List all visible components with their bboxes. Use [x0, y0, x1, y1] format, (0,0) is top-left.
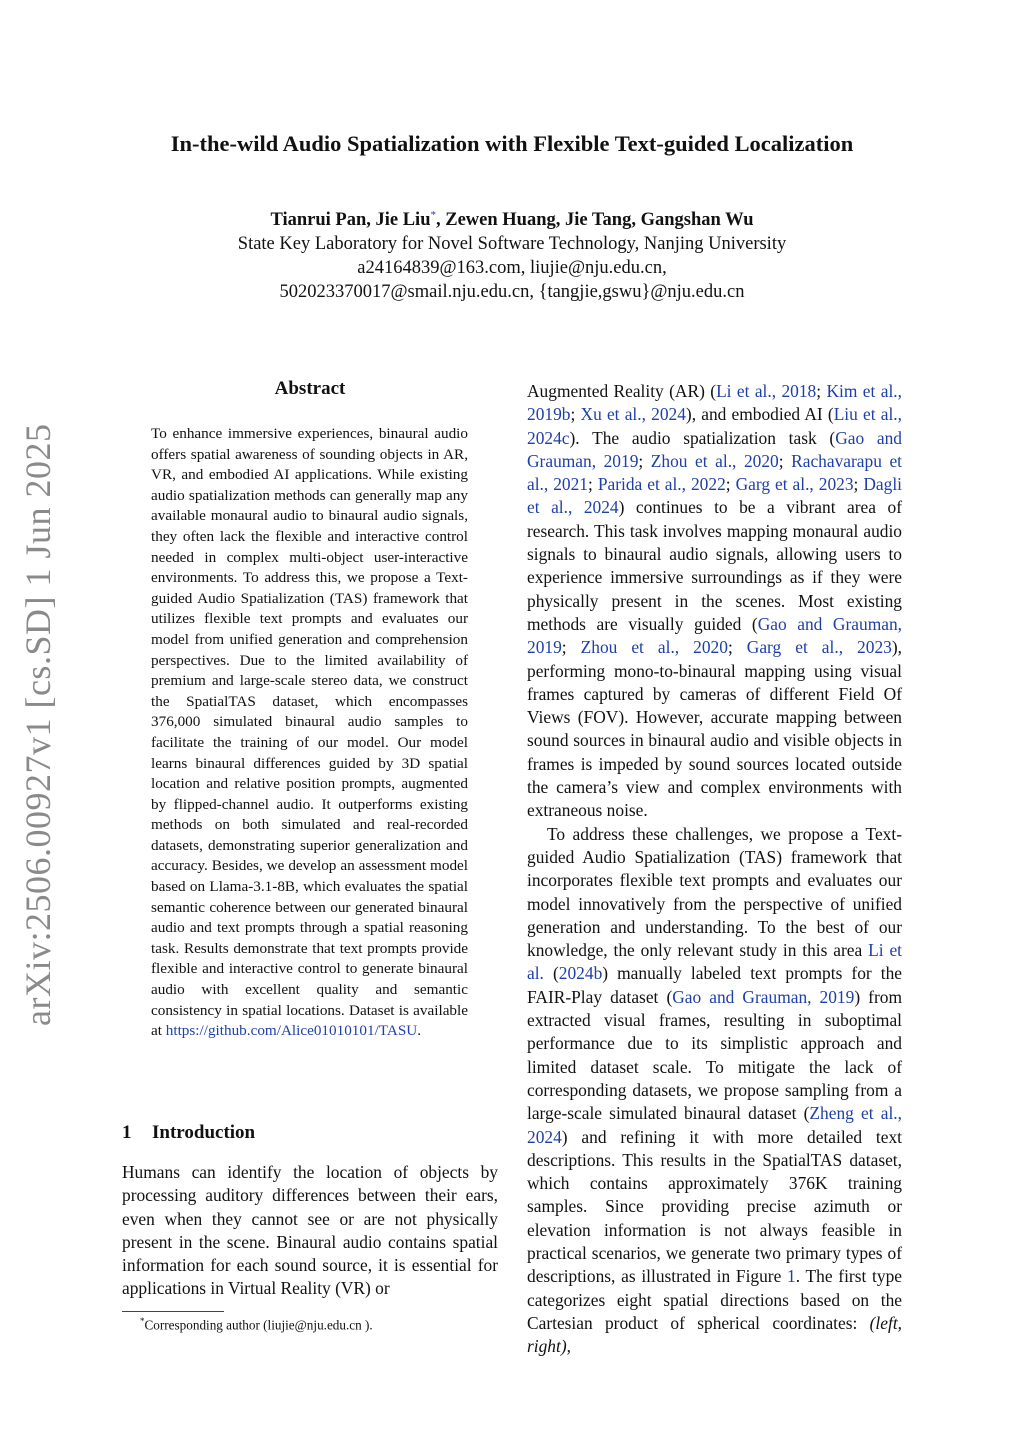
author-names-part-1: Tianrui Pan, Jie Liu	[270, 210, 431, 231]
author-block	[0, 203, 1024, 304]
citation-link[interactable]: Li et al., 2018	[716, 381, 817, 401]
paragraph-text: ). The audio spatialization task (	[569, 427, 836, 448]
author-names-part-2: , Zewen Huang, Jie Tang, Gangshan Wu	[436, 210, 754, 231]
citation-link[interactable]: Liu et al., 2024c	[527, 404, 903, 448]
citation-link[interactable]: Zheng et al., 2024	[527, 1103, 902, 1147]
paragraph-text: ;	[778, 450, 792, 471]
intro-paragraph-right-2	[527, 823, 902, 1359]
paragraph-text: ;	[853, 474, 864, 495]
footnote	[140, 1316, 373, 1333]
section-number: 1	[122, 1122, 132, 1143]
paragraph-text: . The first type categorizes eight spatial directions based on the Cartesian product of spherical coordinates:	[527, 1266, 902, 1333]
abstract-body	[151, 424, 468, 1042]
section-heading-introduction	[122, 1122, 255, 1144]
paragraph-text: ), and embodied AI (	[685, 404, 834, 425]
citation-link[interactable]: Gao and Grauman, 2019	[672, 986, 855, 1007]
abstract-text: To enhance immersive experiences, binaural audio offers spatial awareness of sounding objects in AR, VR, and embodied AI applications. While existing audio spatialization methods can generally map any available monaural audio to binaural audio signals, they often lack the flexible and interactive control needed in complex multi-object user-interactive environments. To address this, we propose a Text-guided Audio Spatialization (TAS) framework that utilizes flexible text prompts and evaluates our model from unified generation and comprehension perspectives. Due to the limited availability of premium and large-scale stereo data, we construct the SpatialTAS dataset, which encompasses 376,000 simulated binaural audio samples to facilitate the training of our model. Our model learns binaural differences guided by 3D spatial location and relative position prompts, augmented by flipped-channel audio. It outperforms existing methods on both simulated and real-recorded datasets, demonstrating superior generalization and accuracy. Besides, we develop an assessment model based on Llama-3.1-8B, which evaluates the spatial semantic coherence between our generated binaural audio and text prompts through a spatial reasoning task. Results demonstrate that text prompts provide flexible and interactive control to generate binaural audio with excellent quality and semantic consistency in spatial locations. Dataset is available at	[151, 425, 468, 1040]
paragraph-text: ) manually labeled text prompts for the FAIR-Play dataset (	[527, 963, 903, 1007]
paragraph-text: (	[543, 963, 559, 984]
paragraph-text: ;	[588, 474, 598, 495]
affiliation: State Key Laboratory for Novel Software Technology, Nanjing University	[237, 234, 787, 255]
dataset-link[interactable]: https://github.com/Alice01010101/TASU	[165, 1022, 418, 1040]
citation-link[interactable]: Zhou et al., 2020	[650, 450, 779, 471]
paragraph-text: ;	[727, 637, 747, 658]
paragraph-text: ), performing mono-to-binaural mapping using visual frames captured by cameras of different Field Of Views (FOV). However, accurate mapping between sound sources in binaural audio and visible objects in frames is impeded by sound sources located outside the camera’s view and complex environments with extraneous noise.	[527, 637, 902, 821]
citation-link[interactable]: Garg et al., 2023	[735, 474, 854, 495]
footnote-text: Corresponding author (liujie@nju.edu.cn ).	[144, 1317, 373, 1333]
citation-link[interactable]: Rachavarapu et al., 2021	[527, 450, 902, 495]
intro-paragraph-left: Humans can identify the location of objects by processing auditory differences between their ears, even when they cannot see or are not physically present in the scene. Binaural audio contains spatial information for each sound source, it is essential for applications in Virtual Reality (VR) or	[122, 1162, 498, 1299]
citation-link[interactable]: Gao and Grauman, 2019	[527, 613, 902, 658]
paragraph-text: ) and refining it with more detailed text descriptions. This results in the SpatialTAS dataset, which contains approximately 376K training samples. Since providing precise azimuth or elevation information is not always feasible in practical scenarios, we generate two primary types of descriptions, as illustrated in Figure	[527, 1126, 902, 1287]
corresponding-author-mark[interactable]: *	[430, 209, 436, 221]
paragraph-text: ) from extracted visual frames, resulting in suboptimal performance due to its simplistic approach and limited dataset scale. To mitigate the lack of corresponding datasets, we propose sampling from a large-scale simulated binaural dataset (	[527, 986, 902, 1124]
paragraph-text: ;	[816, 381, 827, 401]
footnote-mark: *	[140, 1316, 145, 1326]
intro-paragraph-right-1	[527, 380, 902, 823]
paragraph-text: ;	[725, 474, 736, 495]
author-names	[0, 203, 1024, 232]
author-emails-line-1: a24164839@163.com, liujie@nju.edu.cn,	[357, 258, 667, 279]
emphasized-text: (left, right),	[527, 1312, 902, 1357]
citation-link[interactable]: Xu et al., 2024	[580, 404, 686, 425]
paper-title: In-the-wild Audio Spatialization with Flexible Text-guided Localization	[170, 131, 854, 156]
citation-link[interactable]: Zhou et al., 2020	[580, 637, 728, 658]
abstract-end: .	[417, 1022, 422, 1040]
abstract-heading: Abstract	[274, 378, 346, 399]
paragraph-text: ;	[638, 450, 651, 471]
section-title: Introduction	[152, 1122, 256, 1143]
paragraph-text: ;	[561, 637, 581, 658]
citation-link[interactable]: Garg et al., 2023	[746, 637, 892, 658]
paragraph-text: To address these challenges, we propose a Text-guided Audio Spatialization (TAS) framework that incorporates flexible text prompts and evaluates our model innovatively from the perspective of unified generation and understanding. To the best of our knowledge, the only relevant study in this area	[527, 823, 902, 961]
arxiv-identifier-stamp: arXiv:2506.00927v1 [cs.SD] 1 Jun 2025	[18, 423, 58, 1026]
footnote-rule	[122, 1311, 224, 1312]
citation-link[interactable]: Gao and Grauman, 2019	[527, 427, 902, 471]
citation-link[interactable]: Li et al.	[527, 940, 902, 984]
citation-link[interactable]: Parida et al., 2022	[597, 474, 726, 495]
citation-link[interactable]: Kim et al., 2019b	[527, 381, 902, 425]
paragraph-text: ) continues to be a vibrant area of research. This task involves mapping monaural audio signals to binaural audio signals, allowing users to experience immersive surroundings as if they were physically present in the scenes. Most existing methods are visually guided (	[527, 497, 902, 634]
author-emails-line-2: 502023370017@smail.nju.edu.cn, {tangjie,gswu}@nju.edu.cn	[279, 282, 745, 303]
citation-link[interactable]: 1	[787, 1266, 796, 1287]
citation-link[interactable]: 2024b	[558, 963, 603, 984]
citation-link[interactable]: Dagli et al., 2024	[527, 474, 902, 518]
paragraph-text: ;	[570, 404, 581, 425]
right-column	[527, 380, 902, 1358]
paragraph-text: Augmented Reality (AR) (	[527, 381, 717, 401]
